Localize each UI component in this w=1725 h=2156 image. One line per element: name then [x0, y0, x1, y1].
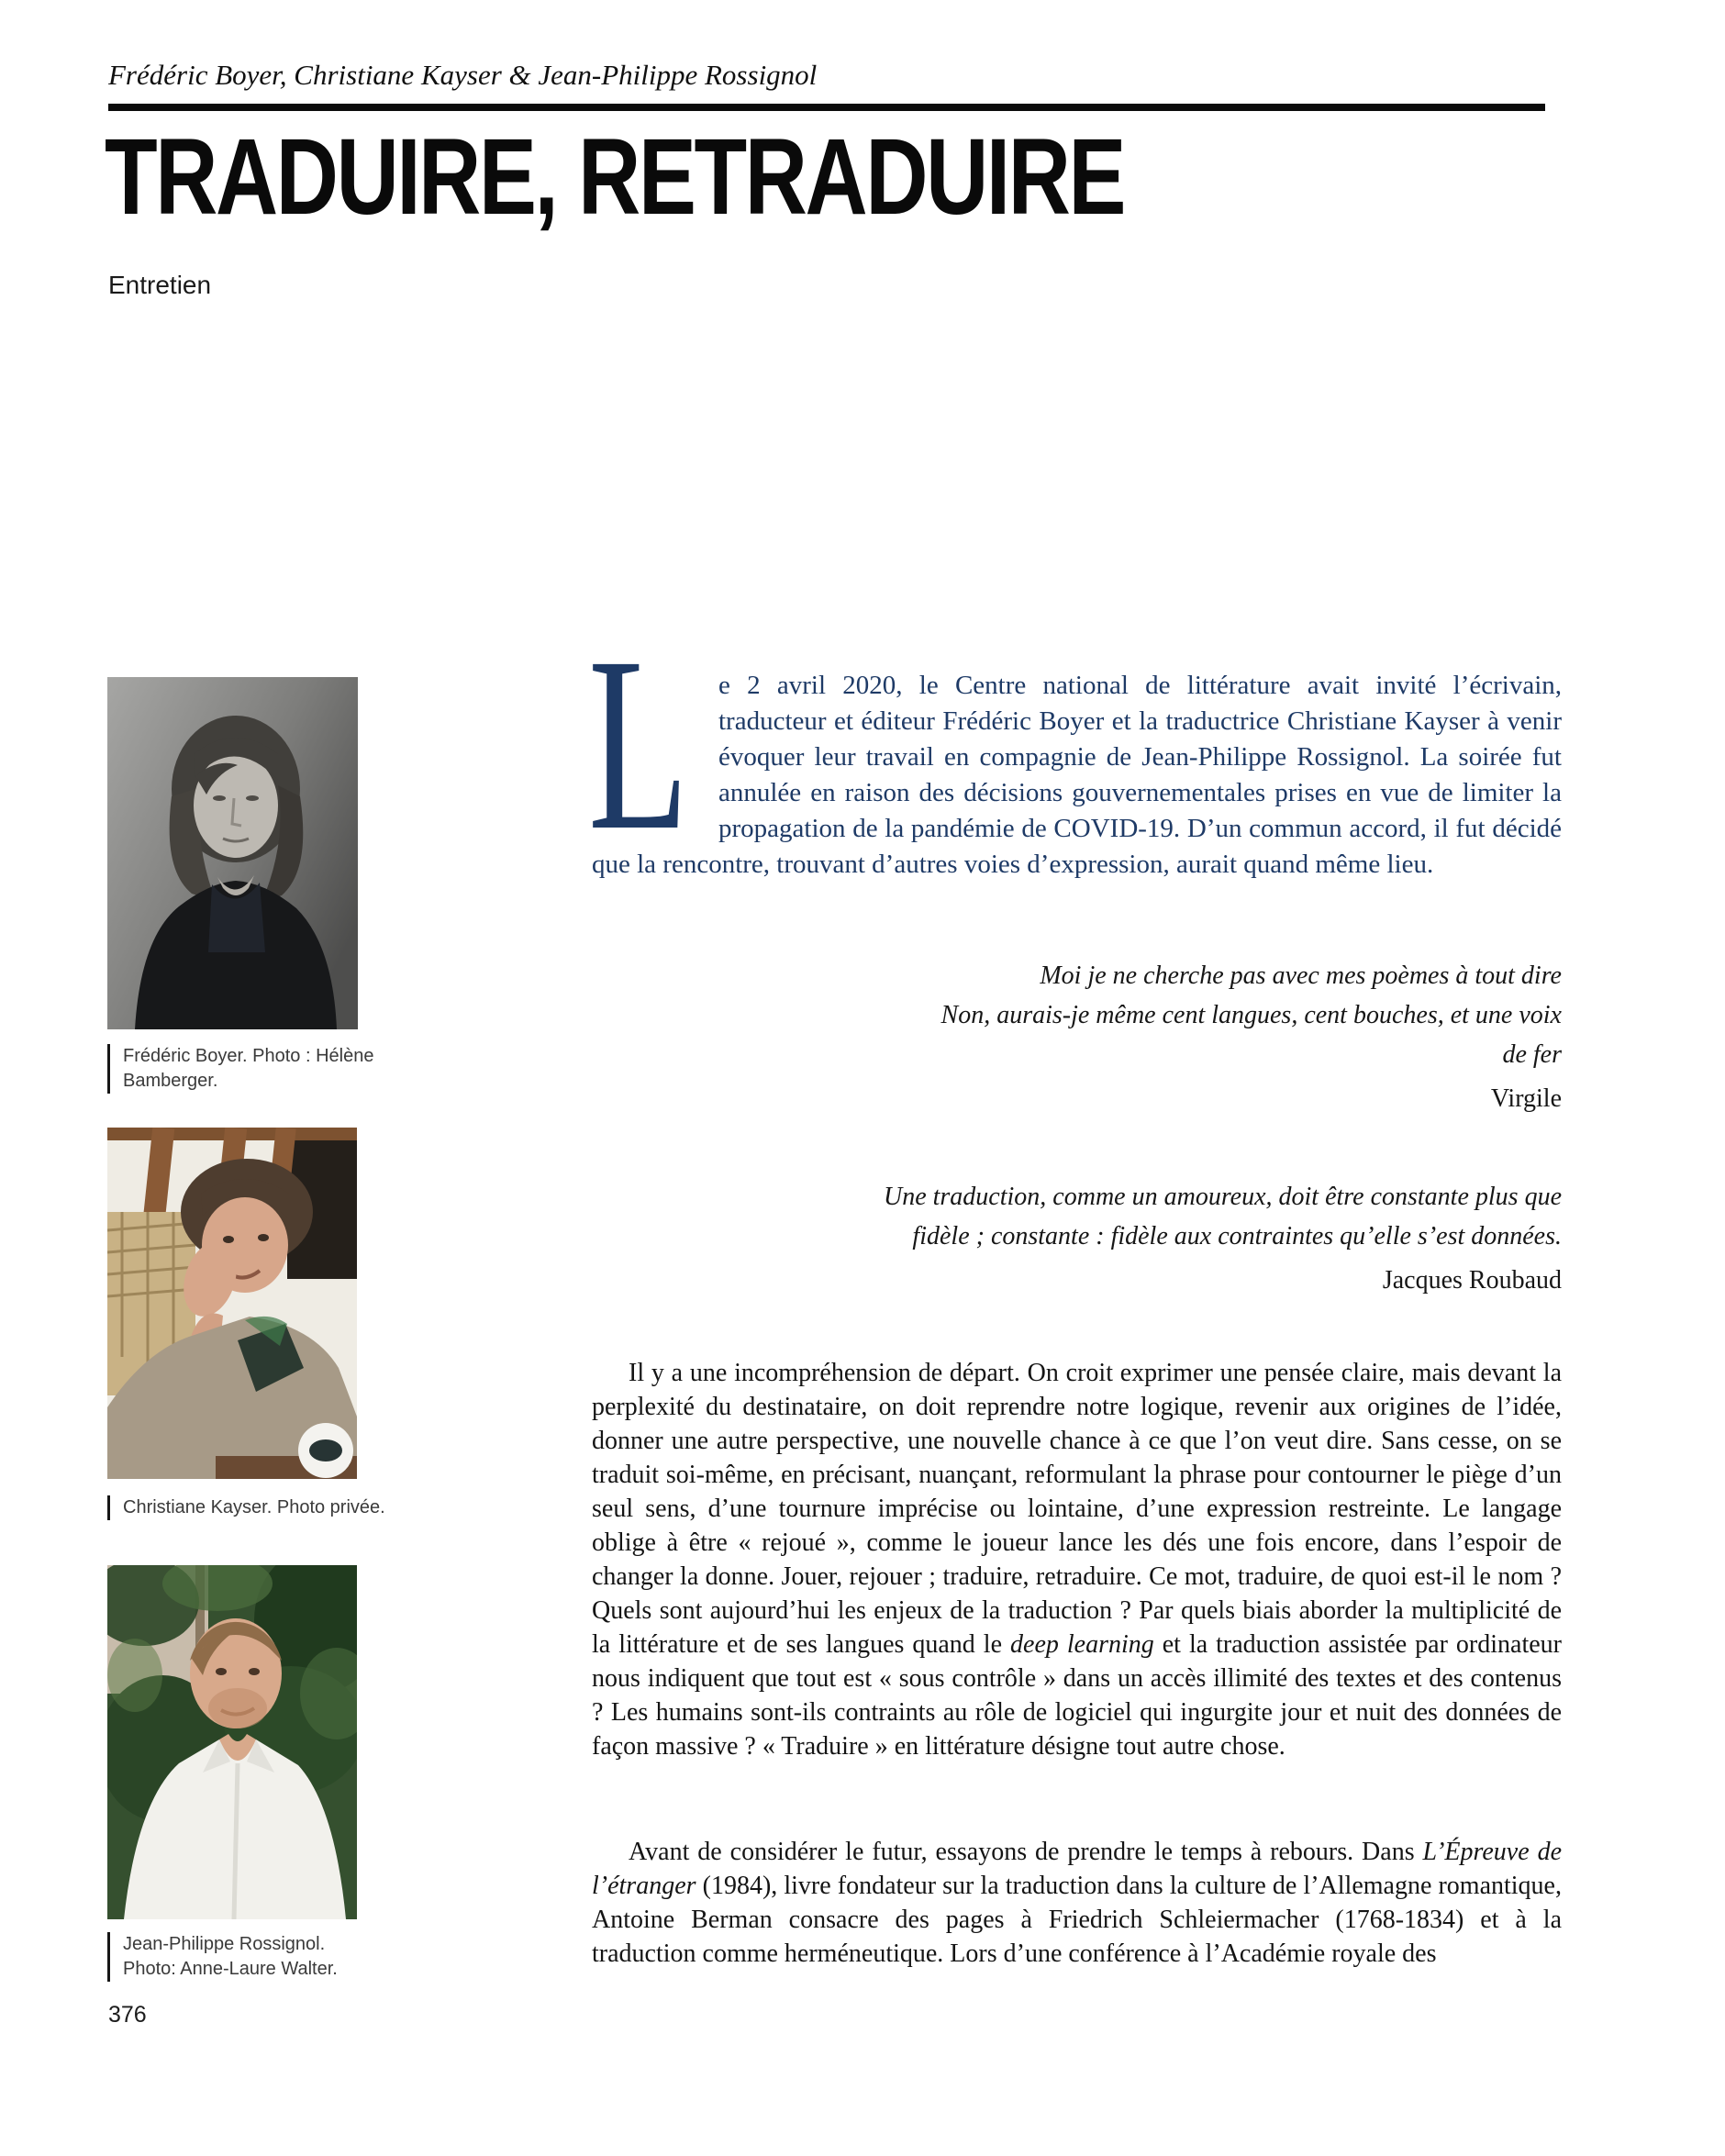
- epigraph-line: Non, aurais-je même cent langues, cent bouches, et une voix: [940, 1001, 1562, 1029]
- epigraph-roubaud: [592, 1177, 1562, 1300]
- article-genre-label: Entretien: [108, 271, 212, 299]
- caption-line: Photo: Anne-Laure Walter.: [123, 1959, 338, 1979]
- body-paragraph-2: [592, 1835, 1562, 1971]
- dropcap: [588, 606, 706, 882]
- photo-christiane-kayser: [107, 1128, 357, 1479]
- page-title: TRADUIRE, RETRADUIRE: [105, 117, 1125, 238]
- lead-paragraph-text: e 2 avril 2020, le Centre national de littérature avait invité l’écrivain, traducteur et éditeur Frédéric Boyer et la traductrice Christiane Kayser à venir évoquer leur travail en compagnie de Jean-Philippe Rossignol. La soirée fut annulée en raison des décisions gouvernementales prises en vue de limiter la propagation de la pandémie de COVID-19. D’un commun accord, il fut décidé que la rencontre, trouvant d’autres voies d’expression, aurait quand même lieu.: [592, 671, 1562, 879]
- caption-line: Jean-Philippe Rossignol.: [123, 1934, 326, 1954]
- caption-frederic-boyer: [107, 1044, 373, 1094]
- page-number: 376: [108, 2002, 147, 2028]
- epigraph-line: Moi je ne cherche pas avec mes poèmes à tout dire: [1040, 961, 1562, 990]
- caption-line: Frédéric Boyer. Photo : Hélène: [123, 1046, 374, 1066]
- caption-line: Christiane Kayser. Photo privée.: [123, 1497, 385, 1517]
- paragraph-text: Il y a une incompréhension de départ. On croit exprimer une pensée claire, mais devant la perplexité du destinataire, on doit reprendre notre logique, revenir aux origines de l’idée, donner une autre perspective, une nouvelle chance à ce que l’on veut dire. Sans cesse, on se traduit soi-même, en précisant, nuançant, reformulant la phrase pour contourner le piège d’un seul sens, d’une tournure imprécise ou lointaine, d’une expression restreinte. Le langage oblige à être « rejoué », comme le joueur lance les dés une fois encore, dans l’espoir de changer la donne. Jouer, rejouer ; traduire, retraduire. Ce mot, traduire, de quoi est-il le nom ? Quels sont aujourd’hui les enjeux de la traduction ? Par quels biais aborder la multiplicité de la littérature et de ses langues quand le: [592, 1359, 1562, 1659]
- epigraph-attribution: Virgile: [1490, 1084, 1562, 1113]
- caption-christiane-kayser: [107, 1495, 385, 1520]
- paragraph-text: (1984), livre fondateur sur la traduction dans la culture de l’Allemagne romantique, Antoine Berman consacre des pages à Friedrich Schleiermacher (1768-1834) et à la traduction comme herméneutique. Lors d’une conférence à l’Académie royale des: [592, 1872, 1562, 1968]
- byline: Frédéric Boyer, Christiane Kayser & Jean-Philippe Rossignol: [108, 59, 818, 91]
- caption-jean-philippe-rossignol: [107, 1932, 338, 1982]
- caption-rule: [107, 1495, 110, 1520]
- epigraph-line: Une traduction, comme un amoureux, doit être constante plus que: [883, 1183, 1562, 1211]
- caption-rule: [107, 1932, 110, 1982]
- paragraph-text: Avant de considérer le futur, essayons de prendre le temps à rebours. Dans: [629, 1838, 1423, 1866]
- caption-rule: [107, 1044, 110, 1094]
- epigraph-virgile: [592, 956, 1562, 1118]
- lead-paragraph: [588, 606, 1562, 883]
- caption-line: Bamberger.: [123, 1071, 218, 1091]
- photo-frederic-boyer: [107, 677, 358, 1029]
- paragraph-text: et la traduction assistée par ordinateur nous indiquent que tout est « sous contrôle » dans un accès illimité des textes et des contenus ? Les humains sont-ils contraints au rôle de logiciel qui ingurgite jour et nuit des données de façon massive ? « Traduire » en littérature désigne tout autre chose.: [592, 1630, 1562, 1761]
- italic-term: deep learning: [1010, 1630, 1154, 1659]
- italic-book-title: L’Épreuve de l’étranger: [592, 1838, 1562, 1900]
- epigraph-line: fidèle ; constante : fidèle aux contraintes qu’elle s’est données.: [912, 1222, 1562, 1250]
- photo-jean-philippe-rossignol: [107, 1565, 357, 1919]
- dropcap-letter: L: [588, 606, 689, 882]
- title-rule: [108, 104, 1545, 111]
- epigraph-line: de fer: [1502, 1040, 1562, 1069]
- epigraph-attribution: Jacques Roubaud: [1382, 1266, 1562, 1295]
- body-paragraph-1: [592, 1356, 1562, 1763]
